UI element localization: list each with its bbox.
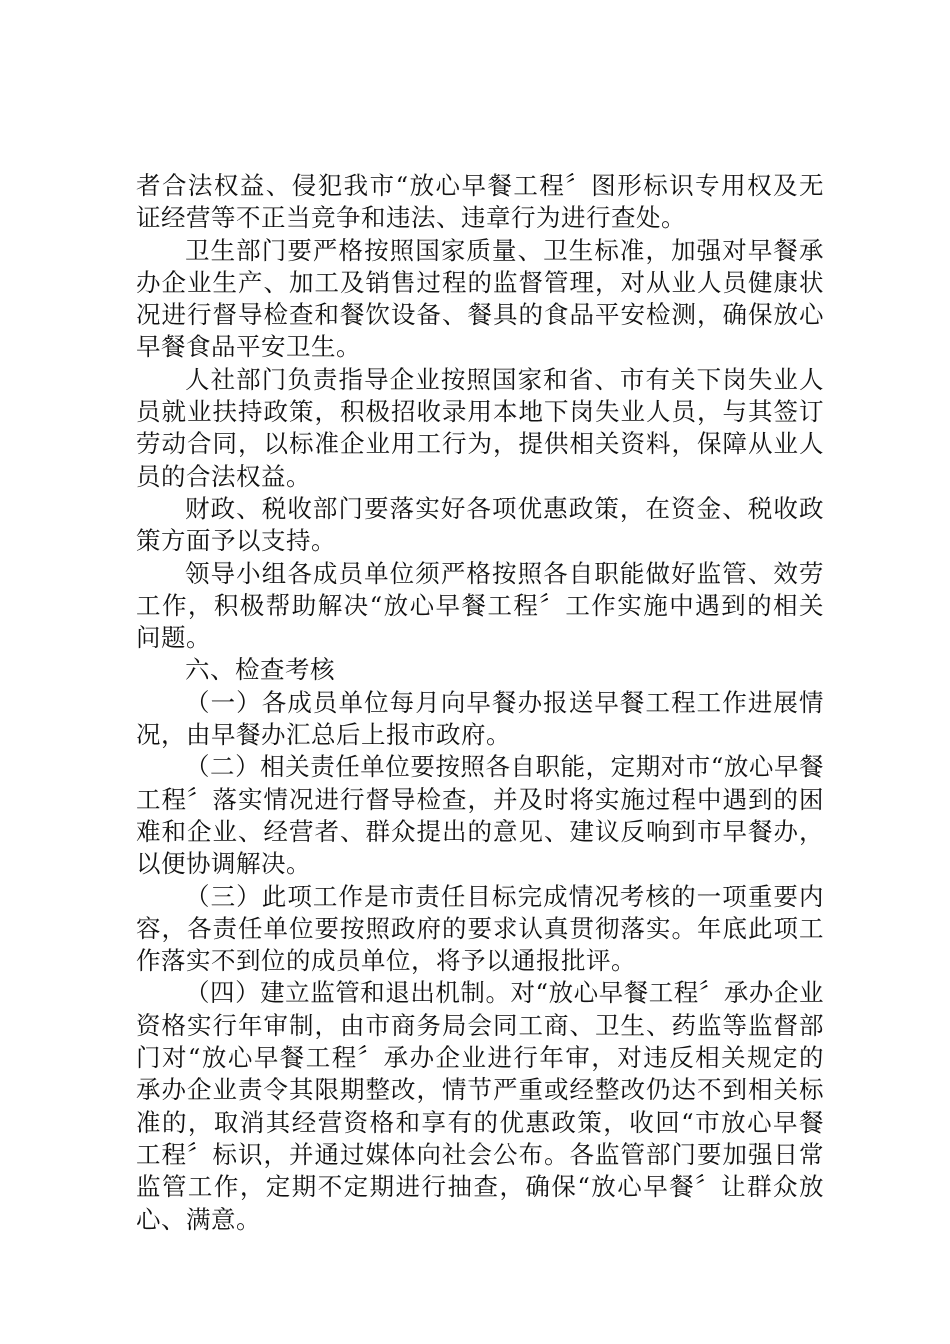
- paragraph-item-3: （三）此项工作是市责任目标完成情况考核的一项重要内容，各责任单位要按照政府的要求认真贯彻落实。年底此项工作落实不到位的成员单位，将予以通报批评。: [136, 881, 824, 976]
- paragraph-item-2: （二）相关责任单位要按照各自职能，定期对市“放心早餐工程〞落实情况进行督导检查，并及时将实施过程中遇到的困难和企业、经营者、群众提出的意见、建议反响到市早餐办，以便协调解决。: [136, 752, 824, 879]
- paragraph-leading-group: 领导小组各成员单位须严格按照各自职能做好监管、效劳工作，积极帮助解决“放心早餐工程〞工作实施中遇到的相关问题。: [136, 558, 824, 653]
- paragraph-finance-tax: 财政、税收部门要落实好各项优惠政策，在资金、税收政策方面予以支持。: [136, 493, 824, 556]
- paragraph-item-1: （一）各成员单位每月向早餐办报送早餐工程工作进展情况，由早餐办汇总后上报市政府。: [136, 687, 824, 750]
- paragraph-hr-department: 人社部门负责指导企业按照国家和省、市有关下岗失业人员就业扶持政策，积极招收录用本地下岗失业人员，与其签订劳动合同，以标准企业用工行为，提供相关资料，保障从业人员的合法权益。: [136, 364, 824, 491]
- paragraph-health-department: 卫生部门要严格按照国家质量、卫生标准，加强对早餐承办企业生产、加工及销售过程的监督管理，对从业人员健康状况进行督导检查和餐饮设备、餐具的食品平安检测，确保放心早餐食品平安卫生。: [136, 235, 824, 362]
- paragraph-continuation: 者合法权益、侵犯我市“放心早餐工程〞图形标识专用权及无证经营等不正当竞争和违法、违章行为进行查处。: [136, 171, 824, 233]
- section-heading-inspection: 六、检查考核: [185, 655, 335, 685]
- paragraph-item-4: （四）建立监管和退出机制。对“放心早餐工程〞承办企业资格实行年审制，由市商务局会同工商、卫生、药监等监督部门对“放心早餐工程〞承办企业进行年审，对违反相关规定的承办企业责令其限期整改，情节严重或经整改仍达不到相关标准的，取消其经营资格和享有的优惠政策，收回“市放心早餐工程〞标识，并通过媒体向社会公布。各监管部门要加强日常监管工作，定期不定期进行抽查，确保“放心早餐〞让群众放心、满意。: [136, 978, 824, 1234]
- document-body: [136, 170, 824, 1236]
